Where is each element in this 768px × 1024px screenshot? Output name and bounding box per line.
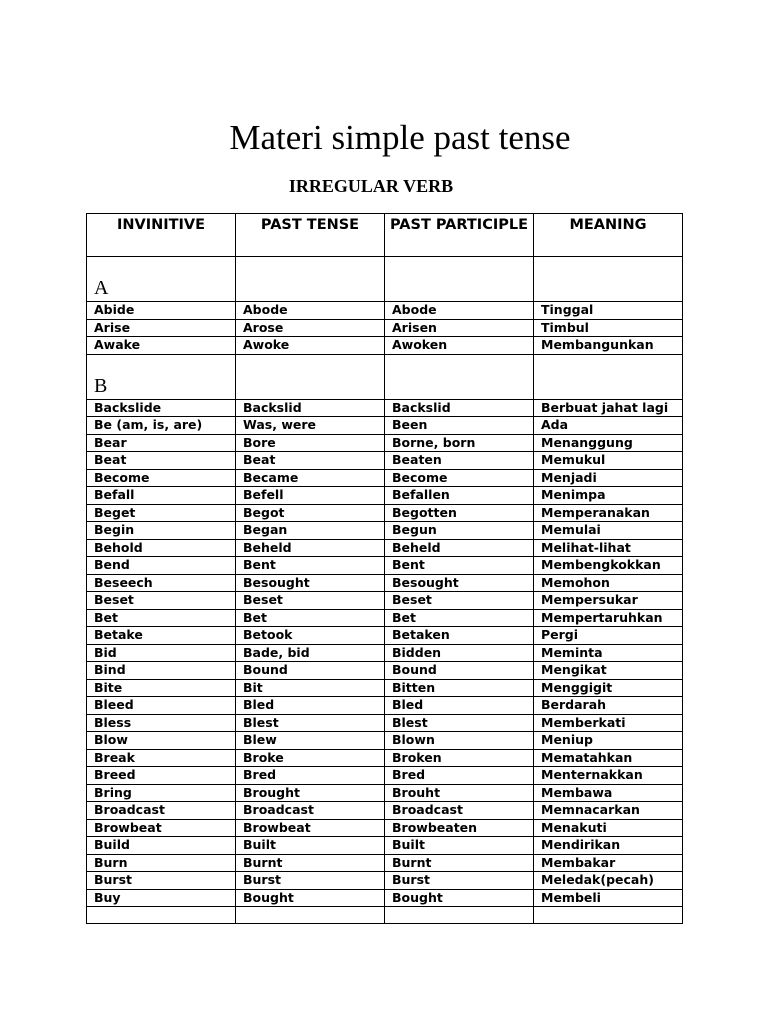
infinitive-cell: Awake: [87, 337, 236, 355]
table-row: [87, 434, 683, 452]
infinitive-cell: Beget: [87, 504, 236, 522]
past-participle-cell: Broadcast: [385, 802, 534, 820]
past-tense-cell: Bade, bid: [236, 644, 385, 662]
table-row: [87, 767, 683, 785]
page-subtitle: IRREGULAR VERB: [288, 176, 454, 196]
infinitive-cell: Bite: [87, 679, 236, 697]
infinitive-cell: Bless: [87, 714, 236, 732]
past-participle-cell: Borne, born: [385, 434, 534, 452]
meaning-cell: Membeli: [534, 889, 683, 907]
past-tense-cell: Bent: [236, 557, 385, 575]
infinitive-cell: Beset: [87, 592, 236, 610]
past-participle-cell: Beaten: [385, 452, 534, 470]
empty-cell: [534, 257, 683, 302]
meaning-cell: Mempersukar: [534, 592, 683, 610]
meaning-cell: Menjadi: [534, 469, 683, 487]
past-participle-cell: Betaken: [385, 627, 534, 645]
infinitive-cell: Befall: [87, 487, 236, 505]
meaning-cell: Ada: [534, 417, 683, 435]
infinitive-cell: Abide: [87, 302, 236, 320]
header-past-participle: PAST PARTICIPLE: [385, 214, 534, 257]
infinitive-cell: Bind: [87, 662, 236, 680]
section-letter: B: [87, 354, 236, 399]
past-tense-cell: Beset: [236, 592, 385, 610]
infinitive-cell: Burn: [87, 854, 236, 872]
infinitive-cell: Broadcast: [87, 802, 236, 820]
infinitive-cell: Bet: [87, 609, 236, 627]
empty-cell: [385, 354, 534, 399]
infinitive-cell: Be (am, is, are): [87, 417, 236, 435]
page-title: Materi simple past tense: [229, 118, 571, 157]
infinitive-cell: Build: [87, 837, 236, 855]
past-tense-cell: Bled: [236, 697, 385, 715]
table-row: [87, 784, 683, 802]
table-header-row: [87, 214, 683, 257]
meaning-cell: Menakuti: [534, 819, 683, 837]
section-letter-row: [87, 257, 683, 302]
meaning-cell: Tinggal: [534, 302, 683, 320]
section-letter: A: [87, 257, 236, 302]
table-row: [87, 609, 683, 627]
past-tense-cell: Beat: [236, 452, 385, 470]
past-participle-cell: Begotten: [385, 504, 534, 522]
infinitive-cell: Bend: [87, 557, 236, 575]
table-row: [87, 819, 683, 837]
past-tense-cell: Arose: [236, 319, 385, 337]
irregular-verb-table: [86, 213, 683, 924]
table-row: [87, 872, 683, 890]
past-tense-cell: Began: [236, 522, 385, 540]
past-participle-cell: Burst: [385, 872, 534, 890]
past-tense-cell: Broadcast: [236, 802, 385, 820]
table-row: [87, 417, 683, 435]
empty-cell: [385, 257, 534, 302]
past-participle-cell: Bidden: [385, 644, 534, 662]
table-row: [87, 592, 683, 610]
past-participle-cell: Abode: [385, 302, 534, 320]
table-row: [87, 337, 683, 355]
meaning-cell: Memulai: [534, 522, 683, 540]
past-participle-cell: Built: [385, 837, 534, 855]
infinitive-cell: Betake: [87, 627, 236, 645]
meaning-cell: Timbul: [534, 319, 683, 337]
past-tense-cell: Bred: [236, 767, 385, 785]
past-tense-cell: Bought: [236, 889, 385, 907]
table-row: [87, 469, 683, 487]
table-row: [87, 574, 683, 592]
past-participle-cell: Become: [385, 469, 534, 487]
infinitive-cell: Bid: [87, 644, 236, 662]
infinitive-cell: Beat: [87, 452, 236, 470]
past-tense-cell: Bore: [236, 434, 385, 452]
infinitive-cell: Break: [87, 749, 236, 767]
table-row: [87, 504, 683, 522]
header-past-tense: PAST TENSE: [236, 214, 385, 257]
meaning-cell: Membakar: [534, 854, 683, 872]
past-participle-cell: Bound: [385, 662, 534, 680]
table-row: [87, 714, 683, 732]
past-tense-cell: Browbeat: [236, 819, 385, 837]
past-tense-cell: Blest: [236, 714, 385, 732]
table-row: [87, 749, 683, 767]
infinitive-cell: Arise: [87, 319, 236, 337]
meaning-cell: Memberkati: [534, 714, 683, 732]
meaning-cell: Mematahkan: [534, 749, 683, 767]
infinitive-cell: Begin: [87, 522, 236, 540]
past-tense-cell: Bit: [236, 679, 385, 697]
past-tense-cell: Burnt: [236, 854, 385, 872]
past-tense-cell: Broke: [236, 749, 385, 767]
meaning-cell: Meledak(pecah): [534, 872, 683, 890]
table-row: [87, 679, 683, 697]
past-participle-cell: Bent: [385, 557, 534, 575]
infinitive-cell: Blow: [87, 732, 236, 750]
meaning-cell: Memohon: [534, 574, 683, 592]
table-row: [87, 644, 683, 662]
table-row: [87, 732, 683, 750]
past-participle-cell: Bred: [385, 767, 534, 785]
infinitive-cell: Become: [87, 469, 236, 487]
blank-row: [87, 907, 683, 924]
past-participle-cell: Bled: [385, 697, 534, 715]
section-letter-row: [87, 354, 683, 399]
table-row: [87, 557, 683, 575]
infinitive-cell: Bleed: [87, 697, 236, 715]
meaning-cell: Pergi: [534, 627, 683, 645]
infinitive-cell: Browbeat: [87, 819, 236, 837]
meaning-cell: Membawa: [534, 784, 683, 802]
empty-cell: [534, 907, 683, 924]
past-tense-cell: Bet: [236, 609, 385, 627]
table-row: [87, 399, 683, 417]
table-row: [87, 889, 683, 907]
meaning-cell: Memnacarkan: [534, 802, 683, 820]
past-participle-cell: Beheld: [385, 539, 534, 557]
past-participle-cell: Burnt: [385, 854, 534, 872]
past-participle-cell: Awoken: [385, 337, 534, 355]
past-participle-cell: Bitten: [385, 679, 534, 697]
infinitive-cell: Backslide: [87, 399, 236, 417]
meaning-cell: Menimpa: [534, 487, 683, 505]
empty-cell: [236, 354, 385, 399]
table-row: [87, 662, 683, 680]
table-row: [87, 539, 683, 557]
table-row: [87, 627, 683, 645]
past-participle-cell: Broken: [385, 749, 534, 767]
table-row: [87, 522, 683, 540]
past-tense-cell: Beheld: [236, 539, 385, 557]
past-participle-cell: Brouht: [385, 784, 534, 802]
header-meaning: MEANING: [534, 214, 683, 257]
infinitive-cell: Buy: [87, 889, 236, 907]
table-row: [87, 697, 683, 715]
past-tense-cell: Backslid: [236, 399, 385, 417]
past-participle-cell: Beset: [385, 592, 534, 610]
past-tense-cell: Blew: [236, 732, 385, 750]
table-row: [87, 319, 683, 337]
past-participle-cell: Begun: [385, 522, 534, 540]
past-tense-cell: Betook: [236, 627, 385, 645]
infinitive-cell: Beseech: [87, 574, 236, 592]
header-infinitive: INVINITIVE: [87, 214, 236, 257]
past-tense-cell: Befell: [236, 487, 385, 505]
meaning-cell: Membangunkan: [534, 337, 683, 355]
past-participle-cell: Befallen: [385, 487, 534, 505]
past-tense-cell: Burst: [236, 872, 385, 890]
past-tense-cell: Abode: [236, 302, 385, 320]
meaning-cell: Meminta: [534, 644, 683, 662]
past-participle-cell: Arisen: [385, 319, 534, 337]
past-tense-cell: Besought: [236, 574, 385, 592]
meaning-cell: Menggigit: [534, 679, 683, 697]
empty-cell: [534, 354, 683, 399]
past-tense-cell: Built: [236, 837, 385, 855]
meaning-cell: Memperanakan: [534, 504, 683, 522]
meaning-cell: Mendirikan: [534, 837, 683, 855]
past-participle-cell: Bet: [385, 609, 534, 627]
past-tense-cell: Awoke: [236, 337, 385, 355]
infinitive-cell: Burst: [87, 872, 236, 890]
past-tense-cell: Brought: [236, 784, 385, 802]
past-tense-cell: Bound: [236, 662, 385, 680]
past-participle-cell: Bought: [385, 889, 534, 907]
past-participle-cell: Blest: [385, 714, 534, 732]
meaning-cell: Menternakkan: [534, 767, 683, 785]
empty-cell: [236, 257, 385, 302]
past-participle-cell: Browbeaten: [385, 819, 534, 837]
table-row: [87, 802, 683, 820]
past-participle-cell: Besought: [385, 574, 534, 592]
empty-cell: [236, 907, 385, 924]
meaning-cell: Mengikat: [534, 662, 683, 680]
empty-cell: [385, 907, 534, 924]
meaning-cell: Memukul: [534, 452, 683, 470]
meaning-cell: Mempertaruhkan: [534, 609, 683, 627]
infinitive-cell: Behold: [87, 539, 236, 557]
past-participle-cell: Backslid: [385, 399, 534, 417]
meaning-cell: Membengkokkan: [534, 557, 683, 575]
table-body: [87, 257, 683, 924]
empty-cell: [87, 907, 236, 924]
table-row: [87, 302, 683, 320]
infinitive-cell: Bring: [87, 784, 236, 802]
meaning-cell: Meniup: [534, 732, 683, 750]
past-participle-cell: Been: [385, 417, 534, 435]
past-participle-cell: Blown: [385, 732, 534, 750]
past-tense-cell: Became: [236, 469, 385, 487]
past-tense-cell: Begot: [236, 504, 385, 522]
meaning-cell: Melihat-lihat: [534, 539, 683, 557]
meaning-cell: Menanggung: [534, 434, 683, 452]
meaning-cell: Berbuat jahat lagi: [534, 399, 683, 417]
table-row: [87, 452, 683, 470]
infinitive-cell: Bear: [87, 434, 236, 452]
table-row: [87, 487, 683, 505]
meaning-cell: Berdarah: [534, 697, 683, 715]
table-row: [87, 837, 683, 855]
table-row: [87, 854, 683, 872]
past-tense-cell: Was, were: [236, 417, 385, 435]
infinitive-cell: Breed: [87, 767, 236, 785]
